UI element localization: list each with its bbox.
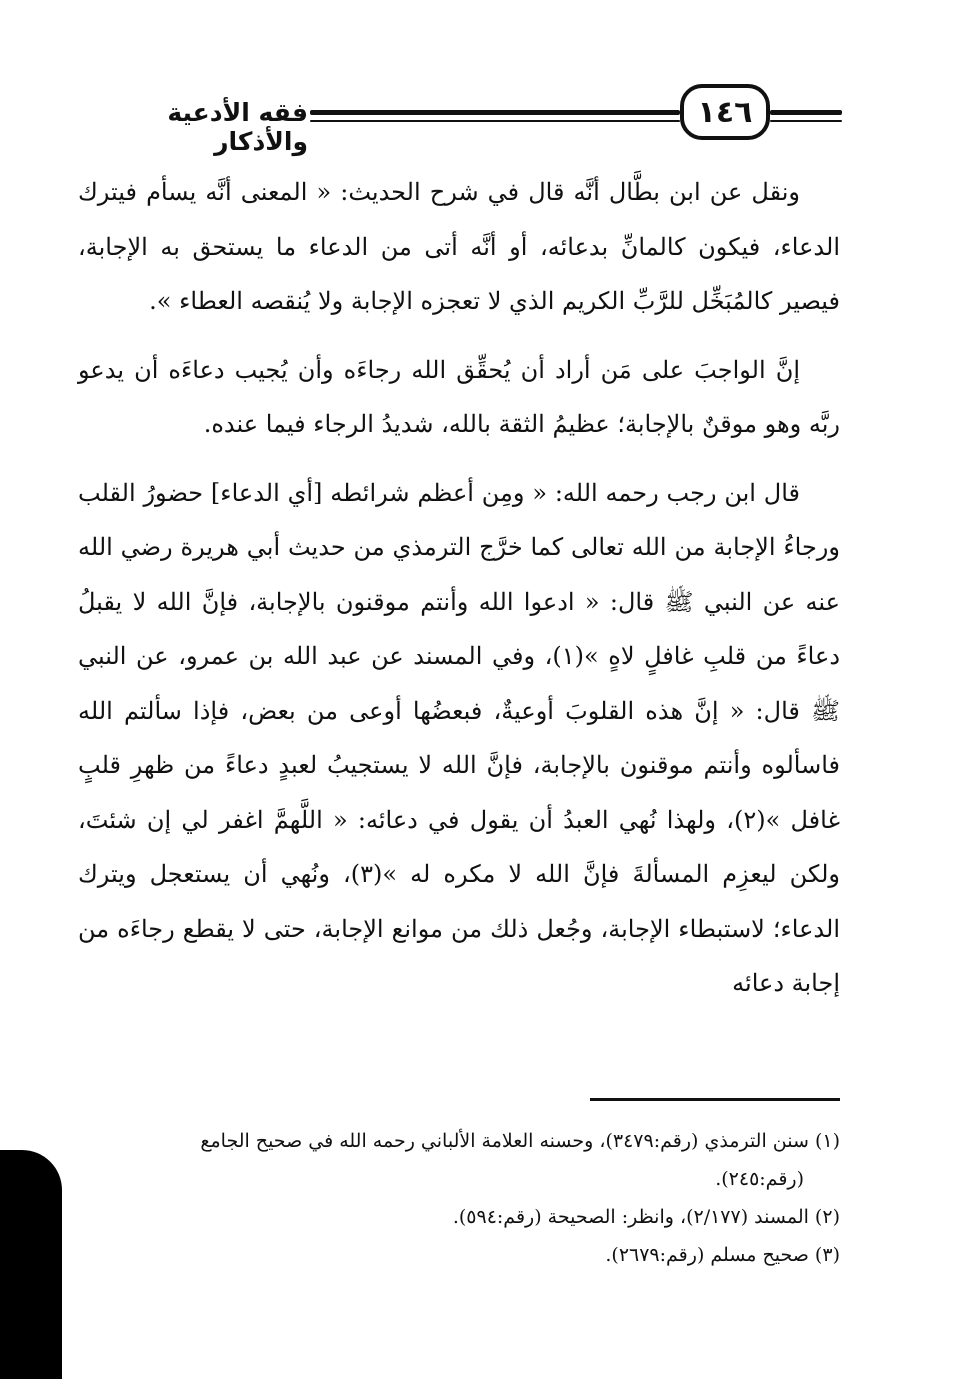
paragraph: ونقل عن ابن بطَّال أنَّه قال في شرح الحديث: « المعنى أنَّه يسأم فيترك الدعاء، فيكون كالمانِّ بدعائه، أو أنَّه أتى من الدعاء ما يستحق به الإجابة، فيصير كالمُبَخِّل للرَّبِّ الكريم الذي لا تعجزه الإجابة ولا يُنقصه العطاء ».: [78, 178, 840, 315]
header-rule-right-thin: [770, 120, 842, 122]
running-title: فقه الأدعية والأذكار: [167, 98, 308, 156]
page-number: ١٤٦: [680, 84, 770, 140]
scan-edge-shadow: [0, 1150, 62, 1379]
header-rule-right: [770, 110, 842, 115]
header-rule-left: [310, 110, 680, 115]
paragraph: قال ابن رجب رحمه الله: « ومِن أعظم شرائطه [أي الدعاء] حضورُ القلب ورجاءُ الإجابة من الله تعالى كما خرَّج الترمذي من حديث أبي هريرة رضي الله عنه عن النبي ﷺ قال: « ادعوا الله وأنتم موقنون بالإجابة، فإنَّ الله لا يقبلُ دعاءً من قلبِ غافلٍ لاهٍ »(١)، وفي المسند عن عبد الله بن عمرو، عن النبي ﷺ قال: « إنَّ هذه القلوبَ أوعيةٌ، فبعضُها أوعى من بعض، فإذا سألتم الله فاسألوه وأنتم موقنون بالإجابة، فإنَّ الله لا يستجيبُ لعبدٍ دعاءً من ظهرِ قلبٍ غافل »(٢)، ولهذا نُهي العبدُ أن يقول في دعائه: « اللَّهمَّ اغفر لي إن شئتَ، ولكن ليعزِم المسألةَ فإنَّ الله لا مكره له »(٣)، ونُهي أن يستعجل ويترك الدعاء؛ لاستبطاء الإجابة، وجُعل ذلك من موانع الإجابة، حتى لا يقطع رجاءَه من إجابة دعائه: [78, 478, 841, 997]
footnote-separator: [590, 1098, 840, 1101]
body-text: [78, 165, 840, 1011]
header-rule-left-thin: [310, 120, 680, 122]
paragraph: إنَّ الواجبَ على مَن أراد أن يُحقِّق الله رجاءَه وأن يُجيب دعاءَه أن يدعو ربَّه وهو موقنٌ بالإجابة؛ عظيمُ الثقة بالله، شديدُ الرجاء فيما عنده.: [78, 355, 840, 438]
footnote-2: (٢) المسند (٢/١٧٧)، وانظر: الصحيحة (رقم:٥٩٤).: [452, 1206, 840, 1228]
footnotes: [78, 1122, 840, 1274]
footnote-1: (١) سنن الترمذي (رقم:٣٤٧٩)، وحسنه العلامة الألباني رحمه الله في صحيح الجامع: [200, 1130, 840, 1152]
footnote-3: (٣) صحيح مسلم (رقم:٢٦٧٩).: [605, 1244, 840, 1266]
footnote-1-continuation: (رقم:٢٤٥).: [715, 1168, 804, 1190]
